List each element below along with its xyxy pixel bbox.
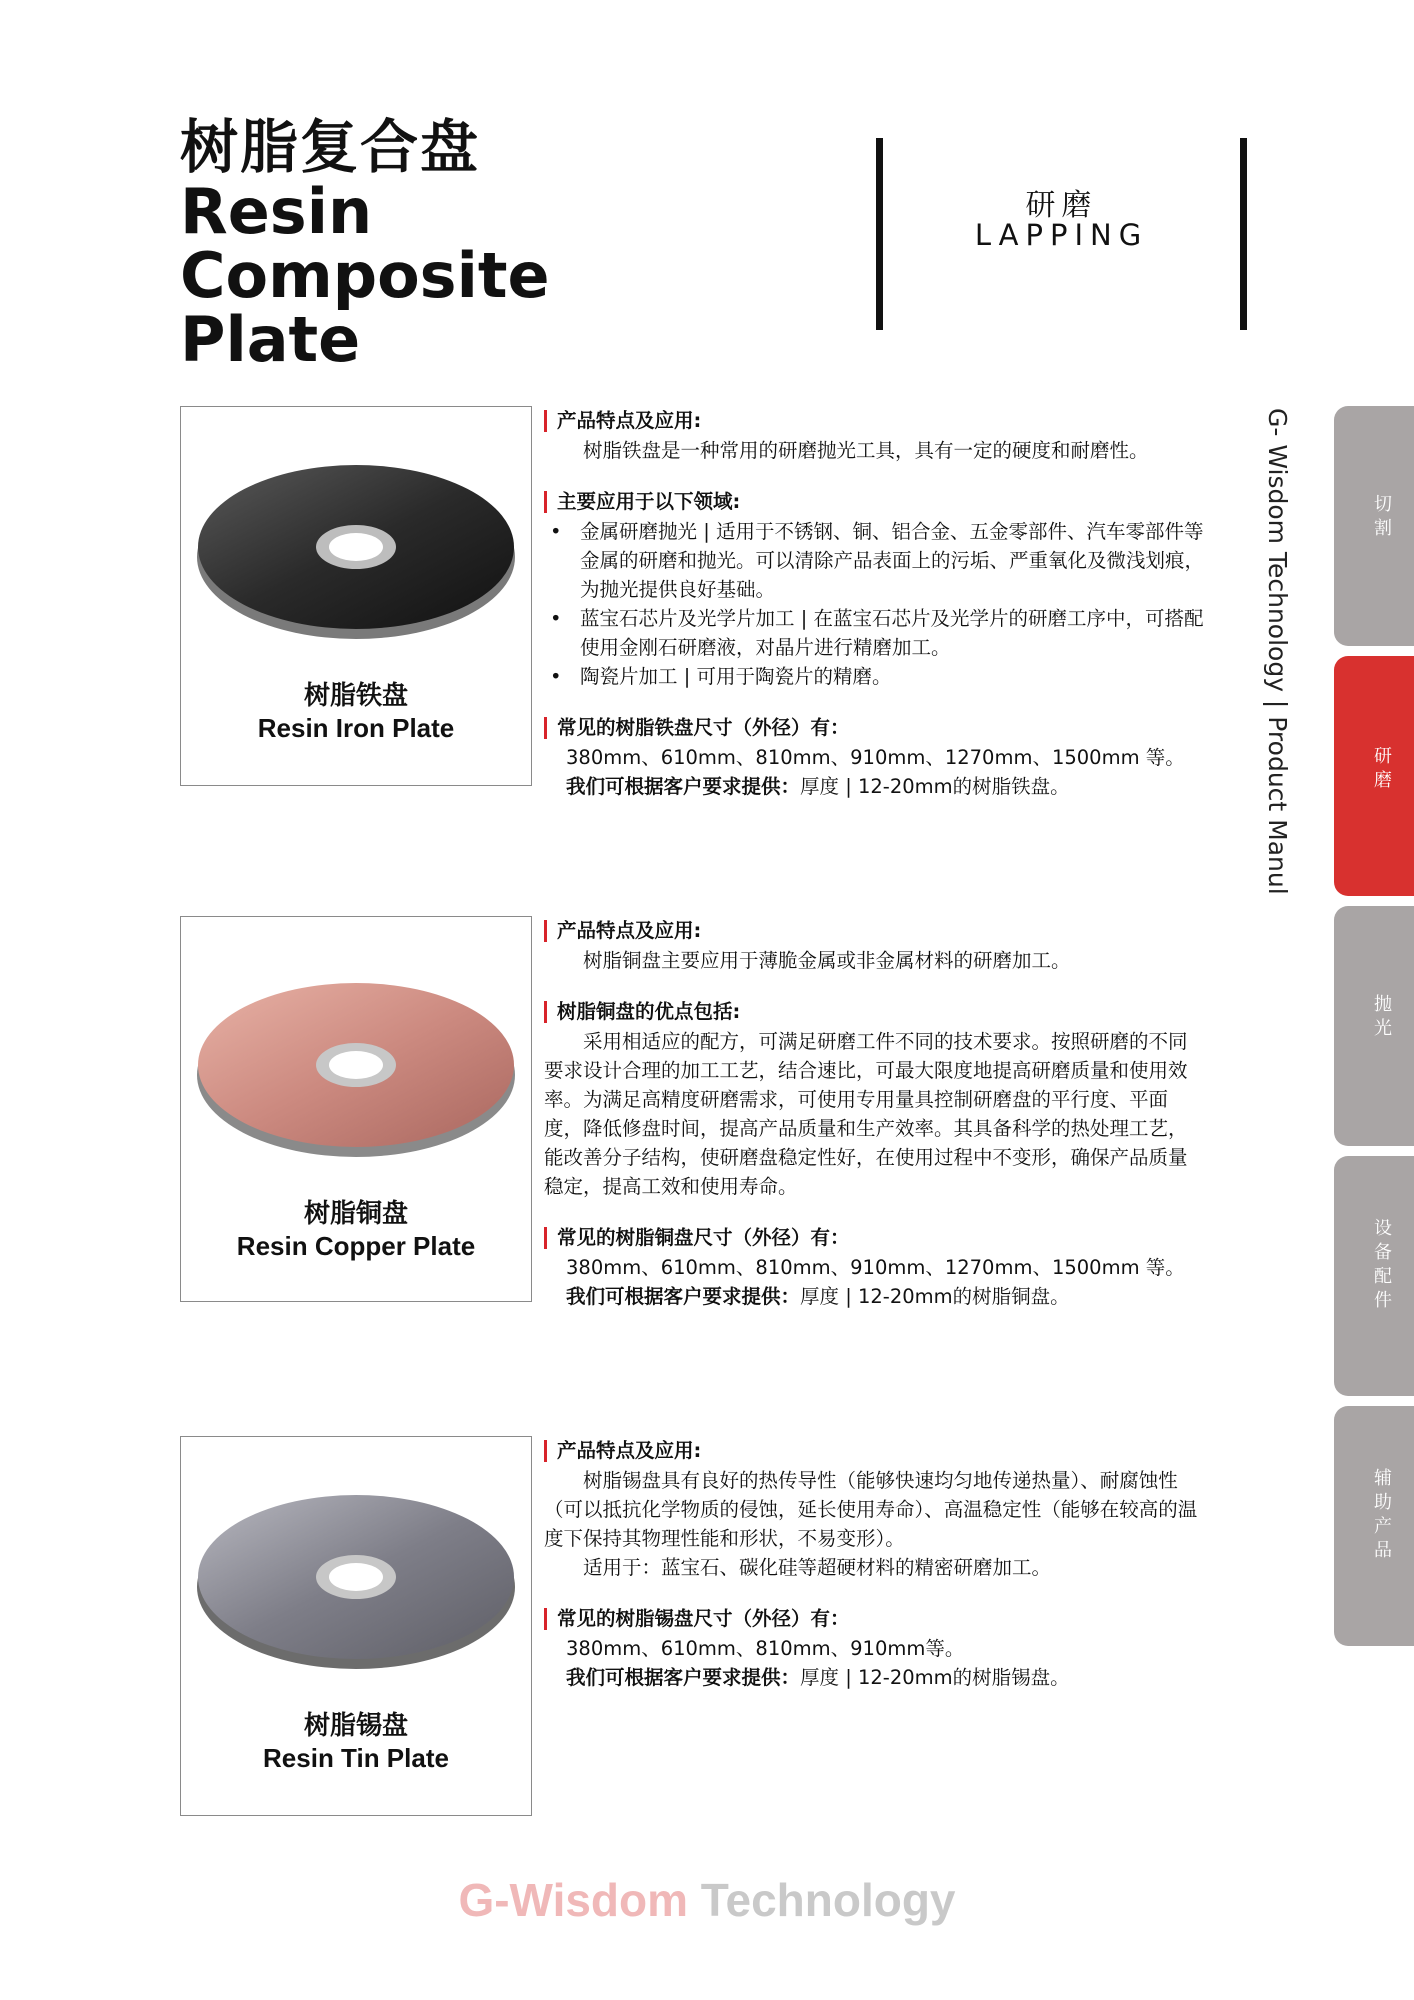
features-text: 树脂锡盘具有良好的热传导性（能够快速均匀地传递热量）、耐腐蚀性（可以抵抗化学物质的侵蚀，延长使用寿命）、高温稳定性（能够在较高的温度下保持其物理性能和形状，不易变形）。 [544, 1469, 1198, 1550]
footer-brand [0, 1873, 1414, 1927]
features-heading: 产品特点及应用: [544, 1440, 1204, 1462]
footer-brand-gwisdom: G-Wisdom [458, 1874, 689, 1926]
list-item: • 蓝宝石芯片及光学片加工 | 在蓝宝石芯片及光学片的研磨工序中，可搭配使用金刚石研磨液，对晶片进行精磨加工。 [544, 604, 1204, 662]
sizes-heading: 常见的树脂铜盘尺寸（外径）有： [544, 1227, 1204, 1249]
features-text: 树脂铁盘是一种常用的研磨抛光工具，具有一定的硬度和耐磨性。 [583, 439, 1149, 462]
sizes-text: 380mm、610mm、810mm、910mm、1270mm、1500mm 等。 [566, 1256, 1185, 1279]
custom-label: 我们可根据客户要求提供： [566, 1285, 801, 1308]
custom-label: 我们可根据客户要求提供： [566, 1666, 801, 1689]
sizes-heading: 常见的树脂铁盘尺寸（外径）有： [544, 717, 1204, 739]
tab-equipment-parts[interactable] [1334, 1156, 1414, 1396]
product-name-zh: 树脂铜盘 [303, 1199, 408, 1229]
tab-label: 研磨 [1371, 746, 1392, 794]
product-name-en: Resin Tin Plate [263, 1743, 449, 1773]
features-heading: 产品特点及应用: [544, 920, 1204, 942]
footer-brand-technology: Technology [688, 1874, 956, 1926]
applications-heading: 主要应用于以下领域: [544, 491, 1204, 513]
tab-label: 切割 [1371, 494, 1392, 542]
features-heading: 产品特点及应用: [544, 410, 1204, 432]
section-label-en: LAPPING [974, 218, 1149, 252]
tab-cutting[interactable] [1334, 406, 1414, 646]
copper-plate-image [195, 967, 517, 1167]
iron-plate-image [195, 447, 517, 647]
product-card-copper [180, 916, 532, 1302]
header-divider-right [1240, 138, 1247, 330]
advantages-text: 采用相适应的配方，可满足研磨工件不同的技术要求。按照研磨的不同要求设计合理的加工工艺，结合速比，可最大限度地提高研磨质量和使用效率。为满足高精度研磨需求，可使用专用量具控制研磨盘的平行度、平面度，降低修盘时间，提高产品质量和生产效率。其具备科学的热处理工艺，能改善分子结构，使研磨盘稳定性好，在使用过程中不变形，确保产品质量稳定，提高工效和使用寿命。 [544, 1030, 1188, 1198]
custom-text: 厚度 | 12-20mm的树脂铁盘。 [800, 775, 1070, 798]
custom-label: 我们可根据客户要求提供： [566, 775, 801, 798]
page-title-en: Resin Composite Plate [180, 175, 550, 376]
tab-label: 抛光 [1371, 994, 1392, 1042]
sizes-heading: 常见的树脂锡盘尺寸（外径）有： [544, 1608, 1204, 1630]
features-text: 树脂铜盘主要应用于薄脆金属或非金属材料的研磨加工。 [583, 949, 1071, 972]
section-label-zh: 研磨 [1025, 188, 1098, 223]
product-name-en: Resin Copper Plate [236, 1231, 476, 1261]
product-name-zh: 树脂铁盘 [303, 681, 408, 711]
list-item: • 陶瓷片加工 | 可用于陶瓷片的精磨。 [544, 662, 1204, 691]
product-name-zh: 树脂锡盘 [303, 1711, 408, 1741]
custom-text: 厚度 | 12-20mm的树脂铜盘。 [800, 1285, 1070, 1308]
advantages-heading: 树脂铜盘的优点包括: [544, 1001, 1204, 1023]
applicable-text: 适用于：蓝宝石、碳化硅等超硬材料的精密研磨加工。 [583, 1556, 1052, 1579]
tab-label: 辅助产品 [1371, 1468, 1392, 1564]
tab-label: 设备配件 [1371, 1218, 1392, 1314]
product-info-tin [544, 1436, 1204, 1692]
tab-auxiliary-products[interactable] [1334, 1406, 1414, 1646]
product-card-iron [180, 406, 532, 786]
sizes-text: 380mm、610mm、810mm、910mm、1270mm、1500mm 等。 [566, 746, 1185, 769]
sizes-text: 380mm、610mm、810mm、910mm等。 [566, 1637, 965, 1660]
tin-plate-image [195, 1477, 517, 1677]
vertical-brand-text: G- Wisdom Technology | Product Manul [1263, 408, 1292, 895]
product-info-iron [544, 406, 1204, 801]
tab-polishing[interactable] [1334, 906, 1414, 1146]
applications-list [544, 517, 1204, 691]
product-card-tin [180, 1436, 532, 1816]
list-item: • 金属研磨抛光 | 适用于不锈钢、铜、铝合金、五金零部件、汽车零部件等金属的研磨和抛光。可以清除产品表面上的污垢、严重氧化及微浅划痕，为抛光提供良好基础。 [544, 517, 1204, 604]
page-title-zh: 树脂复合盘 [180, 113, 481, 181]
tab-lapping[interactable] [1334, 656, 1414, 896]
product-name-en: Resin Iron Plate [257, 713, 455, 743]
product-info-copper [544, 916, 1204, 1311]
custom-text: 厚度 | 12-20mm的树脂锡盘。 [800, 1666, 1070, 1689]
header-divider-left [876, 138, 883, 330]
